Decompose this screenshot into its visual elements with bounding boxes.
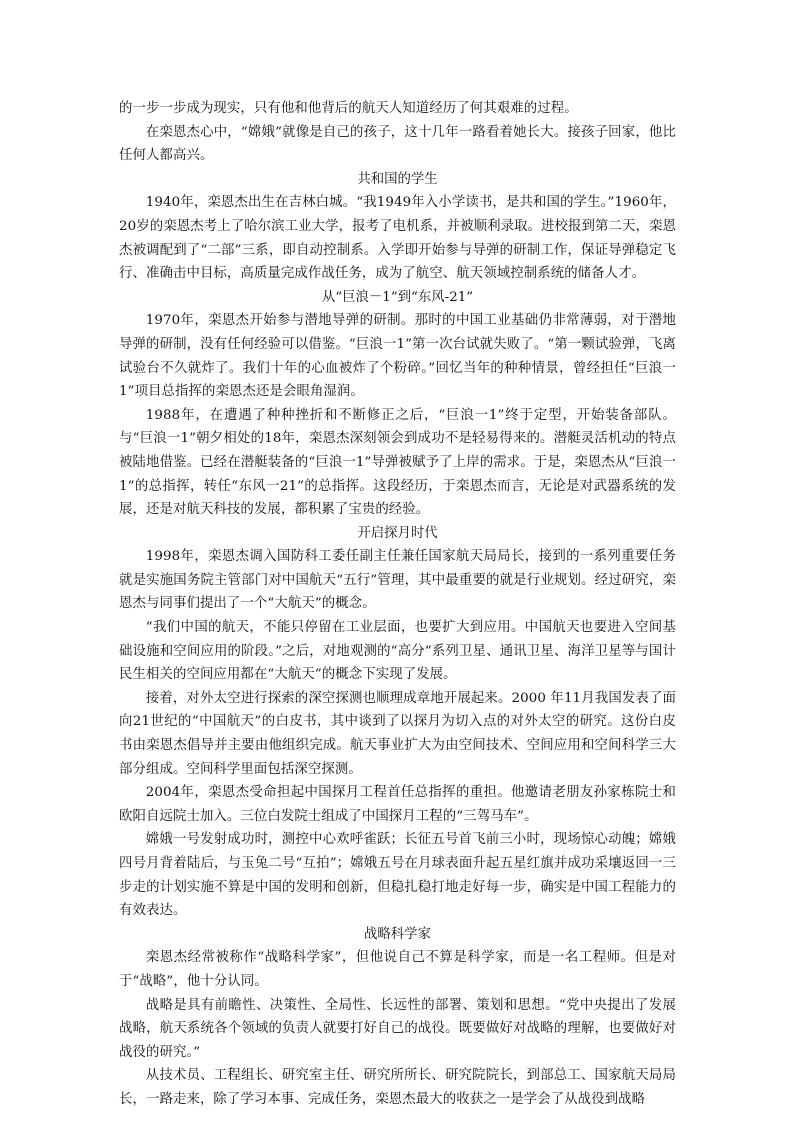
paragraph: “我们中国的航天，不能只停留在工业层面，也要扩大到应用。中国航天也要进入空间基础设施和空间应用的阶段。”之后，对地观测的“高分”系列卫星、通讯卫星、海洋卫星等与国计民生相关的空间应用都在“大航天”的概念下实现了发展。: [119, 620, 676, 683]
paragraph: 1970年，栾恩杰开始参与潜地导弹的研制。那时的中国工业基础仍非常薄弱，对于潜地导弹的研制，没有任何经验可以借鉴。“巨浪一1”第一次台试就失败了。“第一颗试验弹，飞离试验台不久就炸了。我们十年的心血被炸了个粉碎。”回忆当年的种种情景，曾经担任“巨浪一1”项目总指挥的栾恩杰还是会眼角湿润。: [119, 313, 676, 400]
document-page: [119, 97, 676, 1112]
paragraph: 接着，对外太空进行探索的深空探测也顺理成章地开展起来。2000 年11月我国发表了面向21世纪的“中国航天”的白皮书，其中谈到了以探月为切入点的对外太空的研究。这份白皮书由栾恩杰倡导并主要由他组织完成。航天事业扩大为由空间技术、空间应用和空间科学三大部分组成。空间科学里面包括深空探测。: [119, 690, 676, 777]
paragraph: 的一步一步成为现实，只有他和他背后的航天人知道经历了何其艰难的过程。: [119, 101, 578, 116]
paragraph: 2004年，栾恩杰受命担起中国探月工程首任总指挥的重担。他邀请老朋友孙家栋院士和欧阳自远院士加入。三位白发院士组成了中国探月工程的“三驾马车”。: [119, 785, 676, 824]
paragraph: 栾恩杰经常被称作“战略科学家”，但他说自己不算是科学家，而是一名工程师。但是对于“战略”，他十分认同。: [119, 950, 676, 989]
paragraph: 1940年，栾恩杰出生在吉林白城。“我1949年入小学读书，是共和国的学生。”1960年，20岁的栾恩杰考上了哈尔滨工业大学，报考了电机系，并被顺利录取。进校报到第二天，栾恩杰被调配到了“二部”三系，即自动控制系。入学即开始参与导弹的研制工作，保证导弹稳定飞行、准确击中目标，高质量完成作战任务，成为了航空、航天领域控制系统的储备人才。: [119, 195, 676, 282]
paragraph: 战略是具有前瞻性、决策性、全局性、长远性的部署、策划和思想。“党中央提出了发展战略，航天系统各个领域的负责人就要打好自己的战役。既要做好对战略的理解，也要做好对战役的研究。”: [119, 997, 676, 1060]
section-heading: 开启探月时代: [357, 525, 438, 541]
section-heading: 共和国的学生: [357, 171, 438, 187]
paragraph: 嫦娥一号发射成功时，测控中心欢呼雀跃；长征五号首飞前三小时，现场惊心动魄；嫦娥四号月背着陆后，与玉兔二号“互拍”；嫦娥五号在月球表面升起五星红旗并成功采壤返回一三 步走的计划实施不算是中国的发明和创新，但稳扎稳打地走好每一步，确实是中国工程能力的有效表达。: [119, 832, 676, 919]
paragraph: 从技术员、工程组长、研究室主任、研究所所长、研究院院长，到部总工、国家航天局局长，一路走来，除了学习本事、完成任务，栾恩杰最大的收获之一是学会了从战役到战略: [119, 1068, 676, 1107]
section-heading: 从“巨浪－1”到“东风-21”: [321, 289, 474, 305]
paragraph: 1988年，在遭遇了种种挫折和不断修正之后，“巨浪一1”终于定型，开始装备部队。与“巨浪一1”朝夕相处的18年，栾恩杰深刻领会到成功不是轻易得来的。潜艇灵活机动的特点被陆地借鉴。已经在潜艇装备的“巨浪一1”导弹被赋予了上岸的需求。于是，栾恩杰从“巨浪一 1”的总指挥，转任“东风一21”的总指挥。这段经历，于栾恩杰而言，无论是对武器系统的发展，还是对航天科技的发展，都积累了宝贵的经验。: [119, 407, 676, 518]
paragraph: 1998年，栾恩杰调入国防科工委任副主任兼任国家航天局局长，接到的一系列重要任务就是实施国务院主管部门对中国航天“五行”管理，其中最重要的就是行业规划。经过研究，栾恩杰与同事们提出了一个“大航天”的概念。: [119, 549, 676, 612]
section-heading: 战略科学家: [364, 926, 431, 942]
paragraph: 在栾恩杰心中，“嫦娥”就像是自己的孩子，这十几年一路看着她长大。接孩子回家，他比任何人都高兴。: [119, 124, 676, 164]
